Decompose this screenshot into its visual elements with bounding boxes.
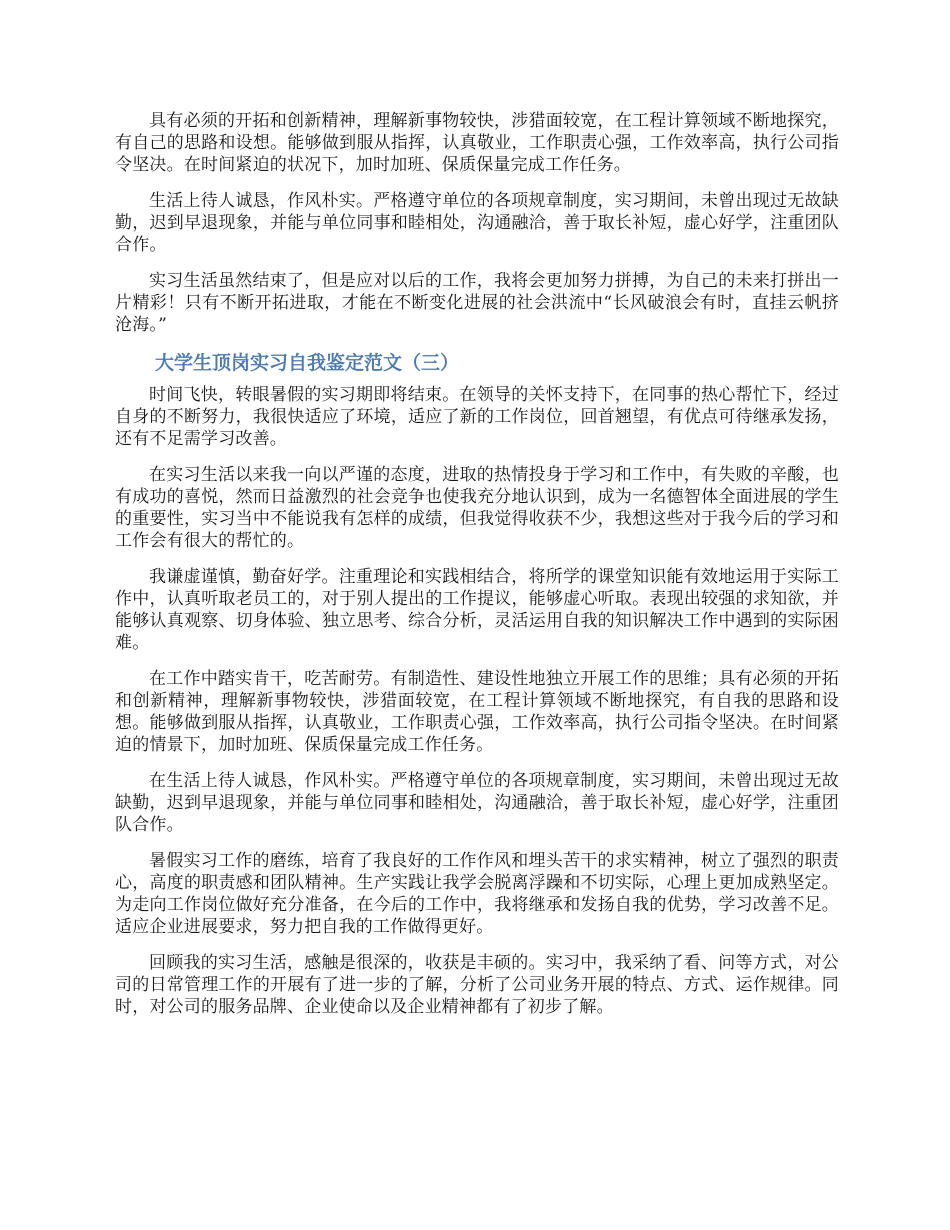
paragraph: 在生活上待人诚恳，作风朴实。严格遵守单位的各项规章制度，实习期间，未曾出现过无故缺勤，迟到早退现象，并能与单位同事和睦相处，沟通融洽，善于取长补短，虚心好学，注重团队合作。 bbox=[115, 771, 839, 835]
section-heading: 大学生顶岗实习自我鉴定范文（三） bbox=[155, 352, 460, 374]
paragraph: 实习生活虽然结束了，但是应对以后的工作，我将会更加努力拼搏，为自己的未来打拼出一片精彩！只有不断开拓进取，才能在不断变化进展的社会洪流中“长风破浪会有时，直挂云帆挤沧海。” bbox=[115, 271, 839, 335]
paragraph: 我谦虚谨慎，勤奋好学。注重理论和实践相结合，将所学的课堂知识能有效地运用于实际工作中，认真听取老员工的，对于别人提出的工作提议，能够虚心听取。表现出较强的求知欲，并能够认真观察、切身体验、独立思考、综合分析，灵活运用自我的知识解决工作中遇到的实际困难。 bbox=[115, 567, 839, 653]
paragraph: 具有必须的开拓和创新精神，理解新事物较快，涉猎面较宽，在工程计算领域不断地探究，有自己的思路和设想。能够做到服从指挥，认真敬业，工作职责心强，工作效率高，执行公司指令坚决。在时间紧迫的状况下，加时加班、保质保量完成工作任务。 bbox=[115, 111, 839, 175]
paragraph: 回顾我的实习生活，感触是很深的，收获是丰硕的。实习中，我采纳了看、问等方式，对公司的日常管理工作的开展有了进一步的了解，分析了公司业务开展的特点、方式、运作规律。同时，对公司的服务品牌、企业使命以及企业精神都有了初步了解。 bbox=[115, 953, 839, 1017]
paragraph: 暑假实习工作的磨练，培育了我良好的工作作风和埋头苦干的求实精神，树立了强烈的职责心，高度的职责感和团队精神。生产实践让我学会脱离浮躁和不切实际，心理上更加成熟坚定。为走向工作岗位做好充分准备，在今后的工作中，我将继承和发扬自我的优势，学习改善不足。适应企业进展要求，努力把自我的工作做得更好。 bbox=[115, 851, 839, 937]
paragraph: 生活上待人诚恳，作风朴实。严格遵守单位的各项规章制度，实习期间，未曾出现过无故缺勤，迟到早退现象，并能与单位同事和睦相处，沟通融洽，善于取长补短，虚心好学，注重团队合作。 bbox=[115, 191, 839, 255]
paragraph: 在工作中踏实肯干，吃苦耐劳。有制造性、建设性地独立开展工作的思维；具有必须的开拓和创新精神，理解新事物较快，涉猎面较宽，在工程计算领域不断地探究，有自我的思路和设想。能够做到服从指挥，认真敬业，工作职责心强，工作效率高，执行公司指令坚决。在时间紧迫的情景下，加时加班、保质保量完成工作任务。 bbox=[115, 669, 839, 755]
document-body bbox=[115, 110, 839, 1032]
paragraph: 时间飞快，转眼暑假的实习期即将结束。在领导的关怀支持下，在同事的热心帮忙下，经过自身的不断努力，我很快适应了环境，适应了新的工作岗位，回首翘望，有优点可待继承发扬，还有不足需学习改善。 bbox=[115, 385, 839, 449]
paragraph: 在实习生活以来我一向以严谨的态度，进取的热情投身于学习和工作中，有失败的辛酸，也有成功的喜悦，然而日益激烈的社会竞争也使我充分地认识到，成为一名德智体全面进展的学生的重要性，实习当中不能说我有怎样的成绩，但我觉得收获不少，我想这些对于我今后的学习和工作会有很大的帮忙的。 bbox=[115, 465, 839, 551]
